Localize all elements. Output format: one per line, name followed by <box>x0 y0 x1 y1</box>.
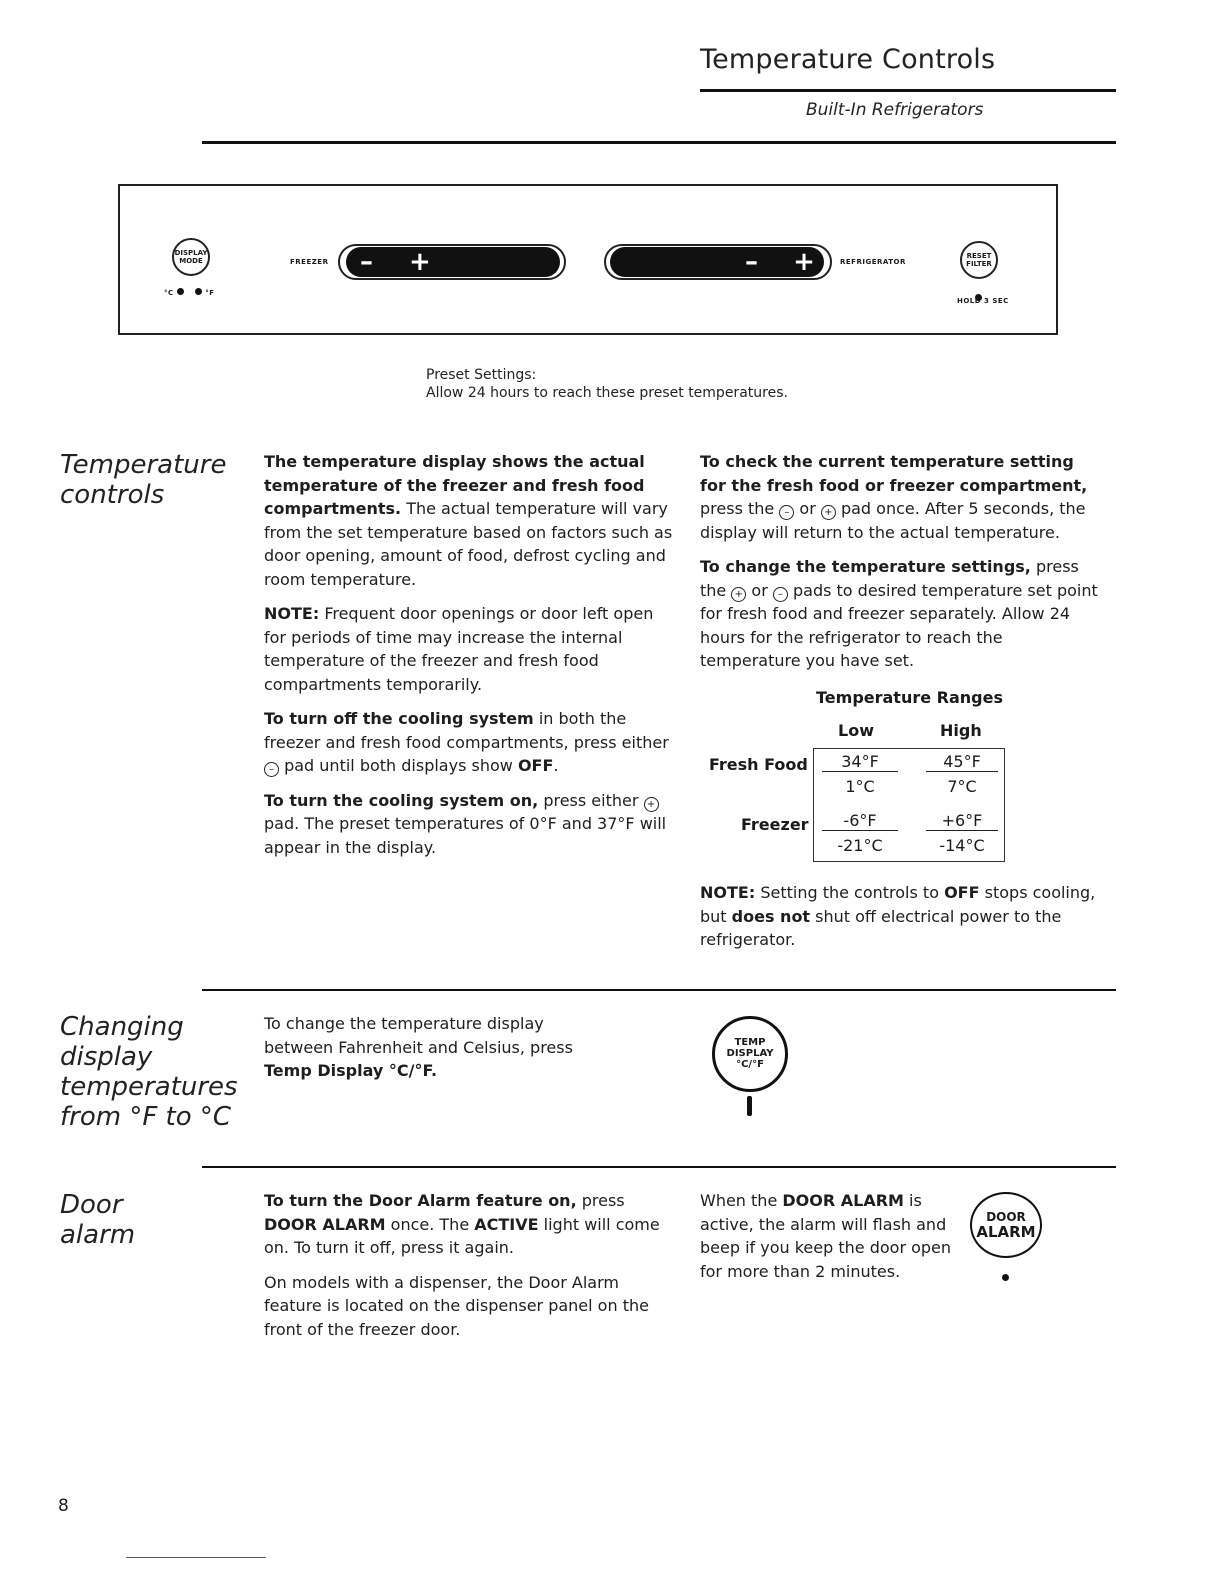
plus-pad-icon: + <box>821 505 836 520</box>
changing-display-text <box>264 1012 604 1083</box>
text: . <box>553 756 559 775</box>
page-number: 8 <box>58 1496 69 1516</box>
ranges-low-header: Low <box>838 721 874 740</box>
bold-text: Temp Display °C/°F. <box>264 1061 438 1080</box>
text: Setting the controls to <box>755 883 945 902</box>
bold-text: DOOR ALARM <box>264 1214 386 1234</box>
off-note <box>700 881 1100 952</box>
bold-text: ACTIVE <box>474 1214 539 1234</box>
section-title-line: Temperature <box>60 450 227 480</box>
text: or <box>794 499 821 518</box>
freezer-high-f: +6°F <box>926 811 998 831</box>
temp-display-button-icon <box>712 1016 788 1092</box>
minus-pad-icon: – <box>779 505 794 520</box>
ranges-table <box>813 748 1005 862</box>
text: stops cooling, but <box>700 883 1096 926</box>
header-divider <box>202 141 1116 144</box>
bold-text: does not <box>731 906 811 926</box>
text: To change the temperature display between Fahrenheit and Celsius, press <box>264 1014 573 1057</box>
button-label-line: ALARM <box>976 1223 1036 1241</box>
preset-caption-line1: Preset Settings: <box>426 367 537 383</box>
reset-filter-label: RESET FILTER <box>966 252 992 268</box>
preset-caption <box>426 366 788 402</box>
freezer-display <box>346 247 560 277</box>
freezer-plus-button: + <box>409 247 431 277</box>
section-title-temperature-controls <box>60 450 226 510</box>
text: is active, the alarm will flash and beep if you keep the door open for more than 2 minutes. <box>700 1191 952 1281</box>
bold-text: To change the temperature settings, <box>700 557 1031 576</box>
control-panel-illustration <box>118 184 1058 335</box>
paragraph <box>264 450 680 591</box>
bold-text: To turn the Door Alarm feature on, <box>264 1191 577 1210</box>
paragraph <box>264 602 680 696</box>
unit-f-dot <box>195 288 202 295</box>
bold-text: To turn off the cooling system <box>264 709 534 728</box>
unit-c-dot <box>177 288 184 295</box>
button-label-line: °C/°F <box>736 1059 764 1070</box>
unit-c-label: °C <box>164 289 174 297</box>
text: Frequent door openings or door left open for periods of time may increase the internal temperature of the freezer and fresh food compartments temporarily. <box>264 604 654 694</box>
freezer-high-c: -14°C <box>939 836 985 855</box>
bold-text: NOTE: <box>264 604 320 623</box>
bold-text: To turn the cooling system on, <box>264 790 539 810</box>
ranges-high-header: High <box>940 721 982 740</box>
display-mode-button <box>172 238 210 276</box>
freezer-minus-button: – <box>360 247 373 277</box>
text: press <box>576 1191 625 1210</box>
refrigerator-minus-button: – <box>745 247 758 277</box>
ranges-row-label-fresh: Fresh Food <box>709 755 808 774</box>
paragraph <box>700 450 1100 544</box>
text: shut off electrical power to the refrigerator. <box>700 906 1062 949</box>
bold-text: DOOR ALARM <box>782 1191 904 1210</box>
section-title-line: temperatures <box>60 1072 238 1102</box>
active-light-dot <box>1002 1266 1009 1285</box>
paragraph <box>264 1189 674 1260</box>
text: press either <box>538 790 644 810</box>
pointer-icon <box>747 1096 752 1116</box>
text: pad until both displays show <box>279 756 518 775</box>
text: pad. The preset temperatures of 0°F and 37°F will appear in the display. <box>264 814 667 857</box>
bold-text: NOTE: <box>700 883 756 902</box>
section-title-line: Changing <box>60 1012 184 1042</box>
text: light will come on. To turn it off, press it again. <box>264 1214 660 1257</box>
paragraph <box>264 707 680 778</box>
section-title-line: from °F to °C <box>60 1102 232 1132</box>
refrigerator-label: REFRIGERATOR <box>840 258 906 266</box>
paragraph <box>264 789 680 860</box>
section-title-line: Door <box>60 1190 123 1220</box>
temperature-controls-right-column <box>700 450 1100 684</box>
door-alarm-left-column <box>264 1189 674 1352</box>
fresh-high-c: 7°C <box>947 777 977 796</box>
section-divider <box>202 989 1116 991</box>
freezer-low-c: -21°C <box>837 836 883 855</box>
text: The actual temperature will vary from the set temperature based on factors such as door opening, amount of food, defrost cycling and room temperature. <box>264 499 673 589</box>
refrigerator-display <box>610 247 824 277</box>
plus-pad-icon: + <box>731 587 746 602</box>
text: once. The <box>385 1214 475 1234</box>
minus-pad-icon: – <box>773 587 788 602</box>
text: press the <box>700 499 780 518</box>
section-title-line: alarm <box>60 1220 136 1250</box>
paragraph: On models with a dispenser, the Door Alarm feature is located on the dispenser panel on the front of the freezer door. <box>264 1272 649 1339</box>
section-divider <box>202 1166 1116 1168</box>
text: or <box>746 580 773 600</box>
text: pads to desired temperature set point for fresh food and freezer separately. Allow 24 hours for the refrigerator to reach the temperature you have set. <box>700 580 1098 670</box>
fresh-high-f: 45°F <box>926 752 998 772</box>
ranges-heading: Temperature Ranges <box>816 688 1003 707</box>
bold-text: The temperature display shows the actual temperature of the freezer and fresh food compartments. <box>264 452 645 518</box>
header-rule <box>700 89 1116 92</box>
unit-f-label: °F <box>205 289 215 297</box>
text: in both the freezer and fresh food compartments, press either <box>264 709 669 752</box>
page-subtitle: Built-In Refrigerators <box>806 100 984 120</box>
plus-pad-icon: + <box>644 797 659 812</box>
footer-line <box>126 1557 266 1558</box>
freezer-label: FREEZER <box>290 258 329 266</box>
fresh-low-f: 34°F <box>822 752 898 772</box>
ranges-row-label-freezer: Freezer <box>741 815 809 834</box>
bold-text: OFF <box>517 756 554 775</box>
fresh-low-c: 1°C <box>845 777 875 796</box>
button-label-line: TEMP <box>734 1037 766 1048</box>
display-mode-label: DISPLAY MODE <box>174 249 208 265</box>
minus-pad-icon: – <box>264 762 279 777</box>
temperature-controls-left-column <box>264 450 680 870</box>
hold-label: HOLD 3 SEC <box>957 297 1009 305</box>
preset-caption-line2: Allow 24 hours to reach these preset temperatures. <box>426 385 788 401</box>
reset-filter-button <box>960 241 998 279</box>
section-title-line: controls <box>60 480 165 510</box>
section-title-changing-display <box>60 1012 238 1132</box>
button-label-line: DOOR <box>986 1210 1026 1224</box>
door-alarm-button-icon <box>970 1192 1042 1258</box>
bold-text: OFF <box>944 883 980 902</box>
door-alarm-right-column <box>700 1189 962 1283</box>
bold-text: To check the current temperature setting for the fresh food or freezer compartment, <box>700 452 1088 495</box>
unit-indicators <box>164 288 215 297</box>
section-title-line: display <box>60 1042 153 1072</box>
section-title-door-alarm <box>60 1190 135 1250</box>
freezer-low-f: -6°F <box>822 811 898 831</box>
text: When the <box>700 1191 783 1210</box>
button-label-line: DISPLAY <box>726 1048 774 1059</box>
text: press the <box>700 557 1079 600</box>
refrigerator-plus-button: + <box>793 247 815 277</box>
text: pad once. After 5 seconds, the display will return to the actual temperature. <box>700 499 1086 542</box>
paragraph <box>700 555 1100 673</box>
page-title: Temperature Controls <box>700 44 996 75</box>
